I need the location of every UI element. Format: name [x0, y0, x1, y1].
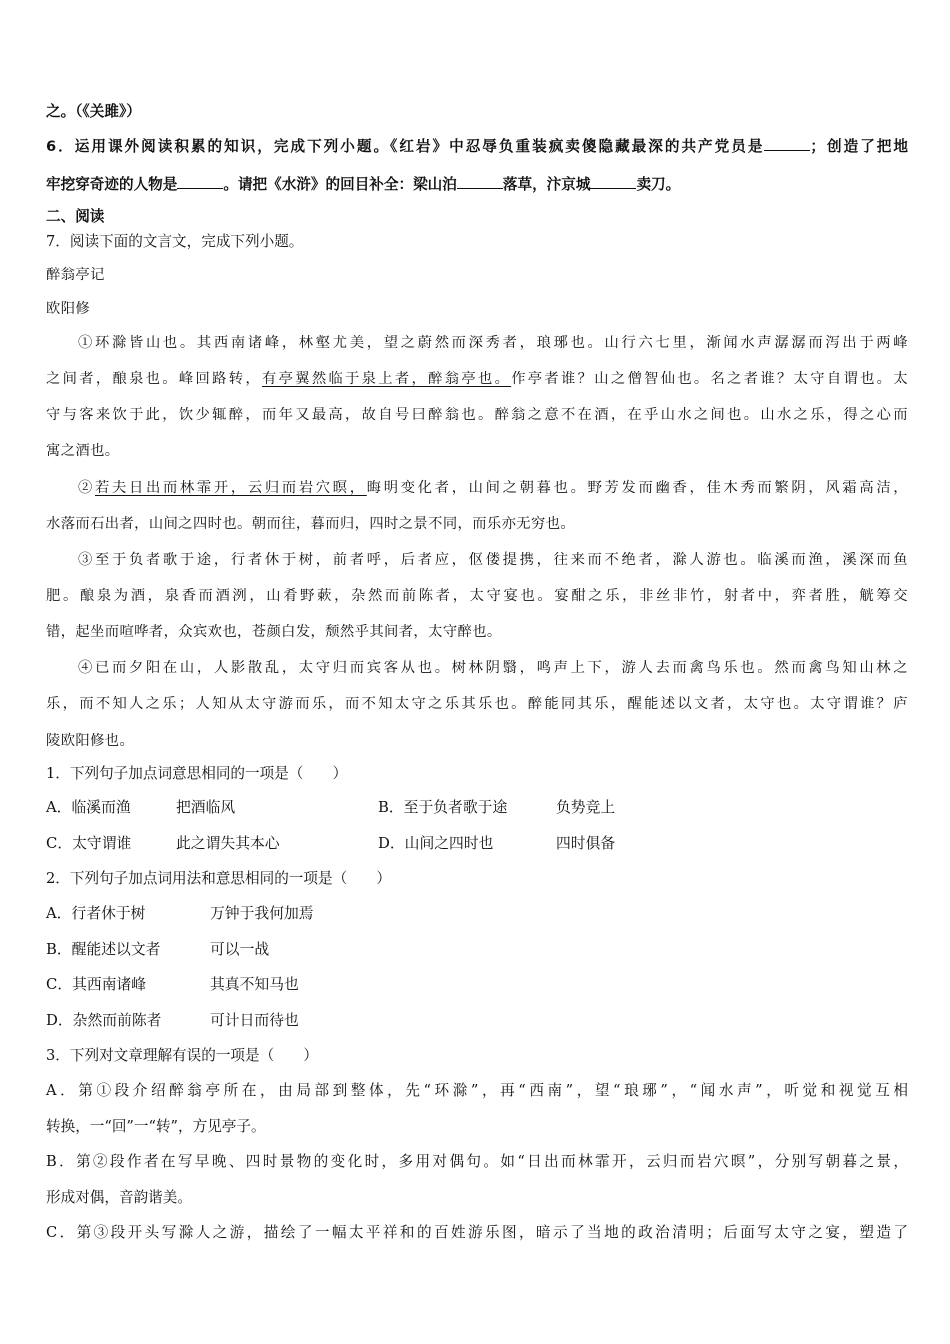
- section-heading-reading: 二、阅读: [46, 208, 105, 225]
- q6-blank-2[interactable]: [177, 174, 223, 189]
- p1-line-1: ①环滁皆山也。其西南诸峰，林壑尤美，望之蔚然而深秀者，琅琊也。山行六七里，渐闻水声潺潺而泻出于两峰: [78, 335, 908, 351]
- subq-1-option-d[interactable]: D．山间之四时也: [378, 835, 494, 852]
- question-6-line-1: [46, 136, 908, 157]
- p4-line-2: 乐，而不知人之乐；人知从太守游而乐，而不知太守之乐其乐也。醉能同其乐，醒能述以文者，太守也。太守谓谁？庐: [46, 696, 908, 712]
- subq-2-option-b-compare: 可以一战: [210, 941, 270, 958]
- subq-2-option-d-compare: 可计日而待也: [210, 1012, 299, 1029]
- subq-2-option-a-compare: 万钟于我何加焉: [210, 905, 314, 922]
- subq-3-option-b-cont: 形成对偶，音韵谐美。: [46, 1189, 192, 1206]
- p3-line-1: ③至于负者歌于途，行者休于树，前者呼，后者应，伛偻提携，往来而不绝者，滁人游也。临溪而渔，溪深而鱼: [78, 552, 908, 568]
- underlined-sentence-1: 有亭翼然临于泉上者，醉翁亭也。: [261, 371, 512, 387]
- essay-author: 欧阳修: [46, 301, 91, 317]
- subq-2-stem: 2．下列句子加点词用法和意思相同的一项是（ ）: [46, 870, 391, 887]
- subq-1-option-a-compare: 把酒临风: [176, 799, 236, 816]
- p3-line-3: 错，起坐而喧哗者，众宾欢也，苍颜白发，颓然乎其间者，太守醉也。: [46, 624, 502, 640]
- p4-line-3: 陵欧阳修也。: [46, 733, 135, 749]
- subq-2-option-a[interactable]: A．行者休于树: [46, 905, 146, 922]
- q6-blank-1[interactable]: [764, 136, 810, 151]
- poem-source-line: 之。（《关雎》）: [46, 103, 141, 120]
- subq-1-option-c[interactable]: C．太守谓谁: [46, 835, 132, 852]
- q6-text-1: 6．运用课外阅读积累的知识，完成下列小题。《红岩》中忍辱负重装疯卖傻隐藏最深的共产党员是: [46, 138, 765, 155]
- subq-1-option-b-compare: 负势竞上: [556, 799, 616, 816]
- question-7-intro: 7．阅读下面的文言文，完成下列小题。: [46, 233, 304, 250]
- p4-line-1: ④已而夕阳在山，人影散乱，太守归而宾客从也。树林阴翳，鸣声上下，游人去而禽鸟乐也。然而禽鸟知山林之: [78, 660, 908, 676]
- subq-3-stem: 3．下列对文章理解有误的一项是（ ）: [46, 1047, 318, 1064]
- q6-text-2: ；创造了把地: [810, 138, 908, 155]
- p1-line-3: 守与客来饮于此，饮少辄醉，而年又最高，故自号曰醉翁也。醉翁之意不在酒，在乎山水之间也。山水之乐，得之心而: [46, 407, 908, 423]
- subq-3-option-c[interactable]: C．第③段开头写滁人之游，描绘了一幅太平祥和的百姓游乐图，暗示了当地的政治清明；后面写太守之宴，塑造了: [46, 1224, 908, 1241]
- subq-3-option-a[interactable]: A．第①段介绍醉翁亭所在，由局部到整体，先“环滁”，再“西南”，望“琅琊”，“闻水声”，听觉和视觉互相: [46, 1082, 908, 1099]
- essay-title: 醉翁亭记: [46, 267, 105, 283]
- subq-1-option-a[interactable]: A．临溪而渔: [46, 799, 131, 816]
- p2-line-1: ②若夫日出而林霏开，云归而岩穴暝，晦明变化者，山间之朝暮也。野芳发而幽香，佳木秀而繁阴，风霜高洁，: [78, 480, 909, 496]
- question-6-line-2: 牢挖穿奇迹的人物是 。请把《水浒》的回目补全：梁山泊 落草，汴京城 卖刀。: [46, 176, 681, 193]
- subq-1-stem: 1．下列句子加点词意思相同的一项是（ ）: [46, 765, 348, 782]
- p3-line-2: 肥。酿泉为酒，泉香而酒洌，山肴野蔌，杂然而前陈者，太守宴也。宴酣之乐，非丝非竹，射者中，弈者胜，觥筹交: [46, 588, 908, 604]
- subq-2-option-c[interactable]: C．其西南诸峰: [46, 976, 147, 993]
- q6-blank-4[interactable]: [590, 174, 636, 189]
- subq-1-option-b[interactable]: B．至于负者歌于途: [378, 799, 508, 816]
- q6-blank-3[interactable]: [457, 174, 503, 189]
- subq-3-option-b[interactable]: B．第②段作者在写早晚、四时景物的变化时，多用对偶句。如“日出而林霏开，云归而岩穴暝”，分别写朝暮之景，: [46, 1153, 908, 1170]
- subq-1-option-c-compare: 此之谓失其本心: [176, 835, 280, 852]
- subq-2-option-c-compare: 其真不知马也: [210, 976, 299, 993]
- p2-line-2: 水落而石出者，山间之四时也。朝而往，暮而归，四时之景不同，而乐亦无穷也。: [46, 516, 576, 532]
- subq-2-option-d[interactable]: D．杂然而前陈者: [46, 1012, 162, 1029]
- subq-2-option-b[interactable]: B．醒能述以文者: [46, 941, 161, 958]
- subq-1-option-d-compare: 四时俱备: [556, 835, 616, 852]
- p1-line-4: 寓之酒也。: [46, 443, 120, 459]
- p1-line-2: 之间者，酿泉也。峰回路转，有亭翼然临于泉上者，醉翁亭也。作亭者谁？山之僧智仙也。名之者谁？太守自谓也。太: [46, 371, 908, 387]
- subq-3-option-a-cont: 转换，一“回”一“转”，方见亭子。: [46, 1118, 266, 1135]
- underlined-sentence-2: 若夫日出而林霏开，云归而岩穴暝，: [95, 480, 367, 496]
